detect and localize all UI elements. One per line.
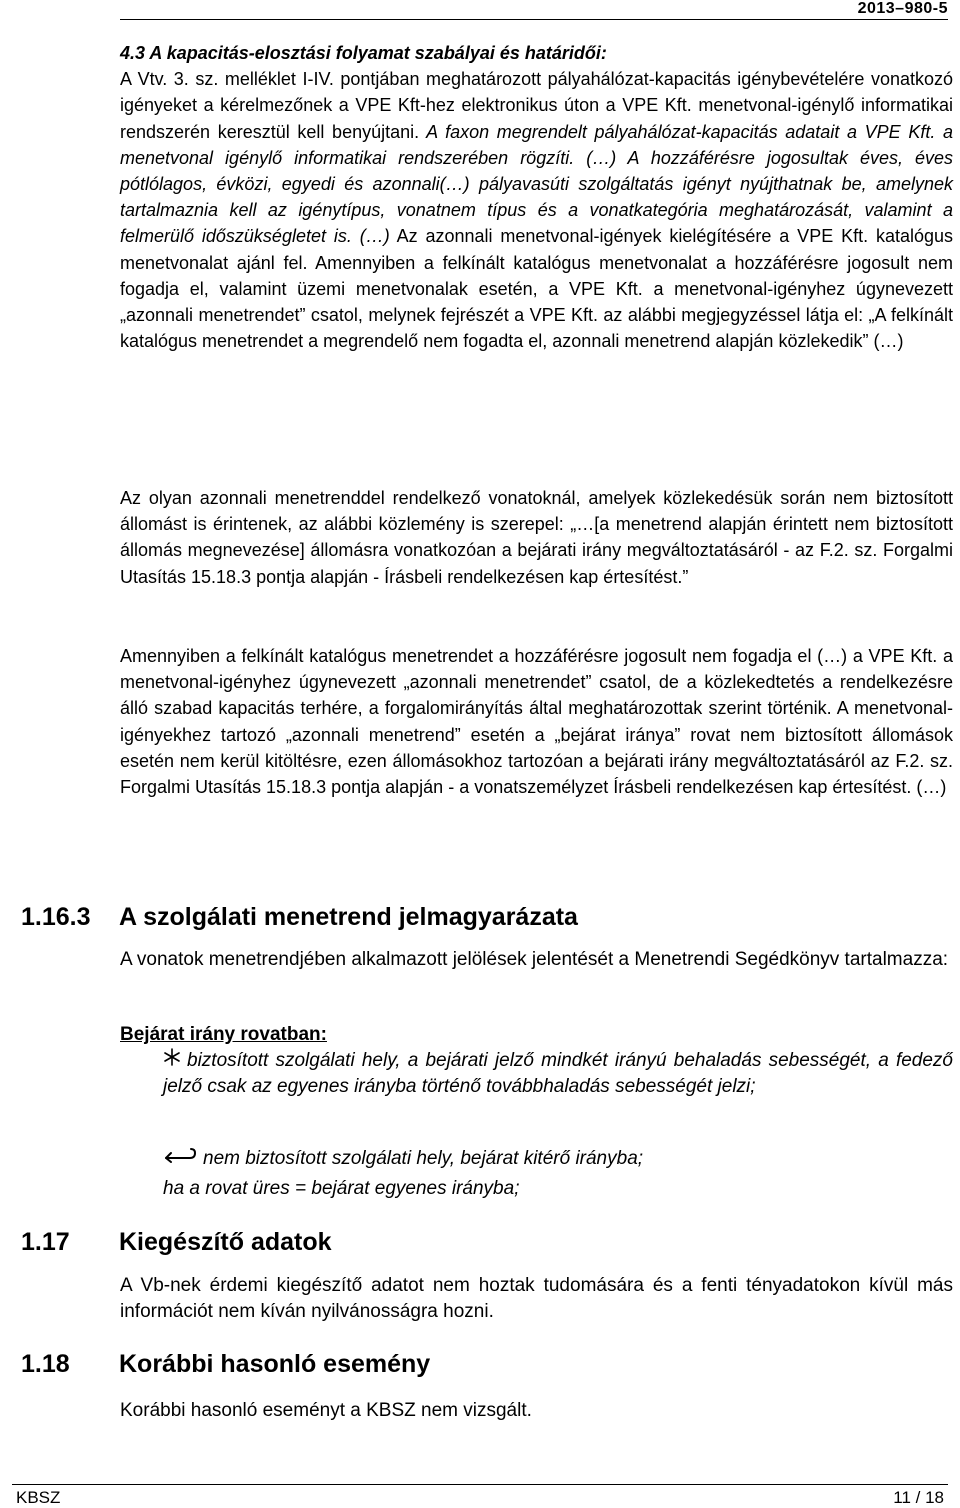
- legend-item-2-text: nem biztosított szolgálati hely, bejárat kitérő irányba;: [203, 1148, 644, 1169]
- legend-item-secured: [163, 1048, 953, 1100]
- quote-title: 4.3 A kapacitás-elosztási folyamat szabályai és határidői:: [120, 43, 607, 63]
- section-1-18-body: Korábbi hasonló eseményt a KBSZ nem vizsgált.: [120, 1400, 532, 1421]
- legend-title: Bejárat irány rovatban:: [120, 1024, 327, 1045]
- quote-paragraph-3: Amennyiben a felkínált katalógus menetrendet a hozzáférésre jogosult nem fogadja el (…) a VPE Kft. a menetvonal-igényhez úgynevezett „azonnali menetrendet” csatol, de a közlekedtetés a rendelkezésre álló szabad kapacitás terhére, a forgalomirányítás által meghatározottak szerint történik. A menetvonal-igényekhez tartozó „azonnali menetrend” esetén a „bejárat iránya” rovat nem biztosított állomások esetén nem kerül kitöltésre, ezen állomásokhoz tartozóan a bejárati irány megváltoztatásáról az F.2. sz. Forgalmi Utasítás 15.18.3 pontja alapján - a vonatszemélyzet Írásbeli rendelkezésen kap értesítést. (…): [120, 646, 953, 798]
- quote-text-plain: A Vtv. 3. sz. melléklet I-IV. pontjában meghatározott pályahálózat-kapacitás igénybevételére vonatkozó igényeket a kérelmezőnek a VPE Kft-hez elektronikus úton a VPE Kft. menetvonal-igénylő informatikai rendszerén keresztül kell benyújtani.: [120, 69, 953, 142]
- section-number: 1.16.3: [21, 903, 91, 931]
- legend-item-empty: ha a rovat üres = bejárat egyenes irányba;: [163, 1178, 520, 1199]
- section-title: Korábbi hasonló esemény: [119, 1350, 431, 1378]
- section-1-17-heading: [21, 1228, 332, 1257]
- quote-block-3: [120, 643, 953, 800]
- quote-block-2: [120, 485, 953, 590]
- legend-item-1-text: biztosított szolgálati hely, a bejárati jelző mindkét irányú behaladás sebességét, a fedező jelző csak az egyenes irányba történő továbbhaladás sebességét jelzi;: [163, 1050, 953, 1097]
- header-rule: [120, 19, 948, 20]
- footer-rule: [12, 1484, 948, 1485]
- quote-text-italic: A faxon megrendelt pályahálózat-kapacitás adatait a VPE Kft. a menetvonal igénylő informatikai rendszerében rögzíti. (…) A hozzáférésre jogosultak éves, éves pótlólagos, évközi, egyedi és azonnali(…) pályavasúti szolgáltatás igényt nyújthatnak be, amelynek tartalmaznia kell az igénytípus, vonatnem típus és a vonatkategória meghatározását, valamint a felmerülő időszükségletet is. (…): [120, 121, 953, 247]
- section-1-16-3-heading: [21, 903, 578, 932]
- quote-text-plain-2: Az azonnali menetvonal-igények kielégítésére a VPE Kft. katalógus menetvonalat ajánl fel. Amennyiben a felkínált katalógus menetvonalat a hozzáférésre jogosult nem fogadja el, valamint üzemi menetvonalak esetén, a VPE Kft. a menetvonal-igényhez úgynevezett „azonnali menetrendet” csatol, melynek fejrészét a VPE Kft. az alábbi megjegyzéssel látja el: „A felkínált katalógus menetrendet a megrendelő nem fogadta el, azonnali menetrend alapján közlekedik” (…): [120, 226, 954, 352]
- quote-paragraph-2: Az olyan azonnali menetrenddel rendelkező vonatoknál, amelyek közlekedésük során nem biztosított állomást is érintenek, az alábbi közlemény is szerepel: „…[a menetrend alapján érintett nem biztosított állomás megnevezése] állomásra vonatkozóan a bejárati irány megváltoztatásáról - az F.2. sz. Forgalmi Utasítás 15.18.3 pontja alapján - Írásbeli rendelkezésen kap értesítést.”: [120, 488, 953, 587]
- section-1-16-3-body: A vonatok menetrendjében alkalmazott jelölések jelentését a Menetrendi Segédkönyv tartalmazza:: [120, 949, 949, 970]
- page-number: 11 / 18: [893, 1488, 944, 1507]
- section-title: Kiegészítő adatok: [119, 1228, 332, 1256]
- footer-org: KBSZ: [16, 1488, 61, 1507]
- quote-block-1: [120, 40, 953, 354]
- document-id: 2013–980-5: [857, 0, 948, 17]
- section-1-17-body: A Vb-nek érdemi kiegészítő adatot nem hoztak tudomására és a fenti tényadatokon kívül más információt nem kíván nyilvánosságra hozni.: [120, 1275, 953, 1322]
- curved-arrow-icon: [163, 1146, 197, 1172]
- section-title: A szolgálati menetrend jelmagyarázata: [119, 903, 578, 931]
- section-number: 1.17: [21, 1228, 70, 1256]
- section-number: 1.18: [21, 1350, 70, 1378]
- legend-item-unsecured: [163, 1146, 953, 1172]
- section-1-18-heading: [21, 1350, 430, 1379]
- asterisk-icon: [163, 1048, 181, 1074]
